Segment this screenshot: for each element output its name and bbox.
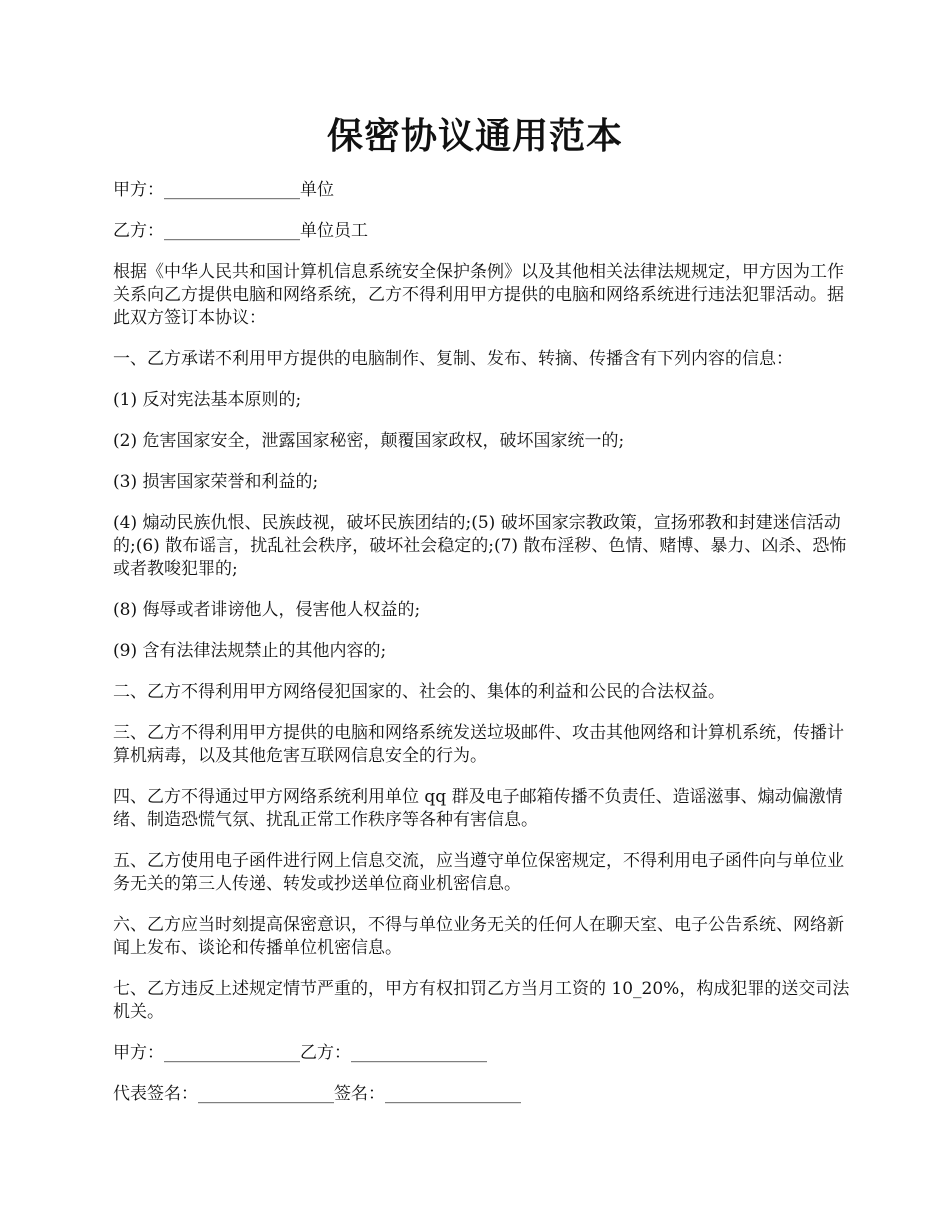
clause-1: 一、乙方承诺不利用甲方提供的电脑制作、复制、发布、转摘、传播含有下列内容的信息： bbox=[113, 349, 793, 369]
clause-5: 五、乙方使用电子函件进行网上信息交流，应当遵守单位保密规定，不得利用电子函件向与单位业务无关的第三人传递、转发或抄送单位商业机密信息。 bbox=[113, 851, 844, 894]
clause-3: 三、乙方不得利用甲方提供的电脑和网络系统发送垃圾邮件、攻击其他网络和计算机系统，传播计算机病毒，以及其他危害互联网信息安全的行为。 bbox=[113, 723, 844, 766]
clause-1-item-9: (9) 含有法律法规禁止的其他内容的; bbox=[113, 641, 387, 661]
signature-parties-line: 甲方：________________乙方：________________ bbox=[113, 1043, 487, 1063]
document-title: 保密协议通用范本 bbox=[326, 115, 623, 157]
intro-paragraph: 根据《中华人民共和国计算机信息系统安全保护条例》以及其他相关法律法规规定，甲方因为工作关系向乙方提供电脑和网络系统，乙方不得利用甲方提供的电脑和网络系统进行违法犯罪活动。据此双方签订本协议： bbox=[113, 262, 844, 328]
clause-7: 七、乙方违反上述规定情节严重的，甲方有权扣罚乙方当月工资的 10_20%，构成犯罪的送交司法机关。 bbox=[113, 979, 850, 1022]
clause-1-item-3: (3) 损害国家荣誉和利益的; bbox=[113, 472, 319, 492]
clause-1-item-8: (8) 侮辱或者诽谤他人，侵害他人权益的; bbox=[113, 600, 421, 620]
document-body bbox=[113, 179, 853, 1124]
clause-1-item-1: (1) 反对宪法基本原则的; bbox=[113, 390, 302, 410]
clause-1-item-2: (2) 危害国家安全，泄露国家秘密，颠覆国家政权，破坏国家统一的; bbox=[113, 431, 625, 451]
signature-representatives-line: 代表签名：________________签名：________________ bbox=[113, 1084, 521, 1104]
party-a-line: 甲方：________________单位 bbox=[113, 180, 334, 200]
clause-1-items-4-7: (4) 煽动民族仇恨、民族歧视，破坏民族团结的;(5) 破坏国家宗教政策，宣扬邪教和封建迷信活动的;(6) 散布谣言，扰乱社会秩序，破坏社会稳定的;(7) 散布淫秽、色情、赌博、暴力、凶杀、恐怖或者教唆犯罪的; bbox=[113, 513, 847, 579]
clause-4: 四、乙方不得通过甲方网络系统利用单位 qq 群及电子邮箱传播不负责任、造谣滋事、煽动偏激情绪、制造恐慌气氛、扰乱正常工作秩序等各种有害信息。 bbox=[113, 787, 843, 830]
clause-2: 二、乙方不得利用甲方网络侵犯国家的、社会的、集体的利益和公民的合法权益。 bbox=[113, 682, 725, 702]
clause-6: 六、乙方应当时刻提高保密意识，不得与单位业务无关的任何人在聊天室、电子公告系统、网络新闻上发布、谈论和传播单位机密信息。 bbox=[113, 915, 844, 958]
party-b-line: 乙方：________________单位员工 bbox=[113, 221, 368, 241]
